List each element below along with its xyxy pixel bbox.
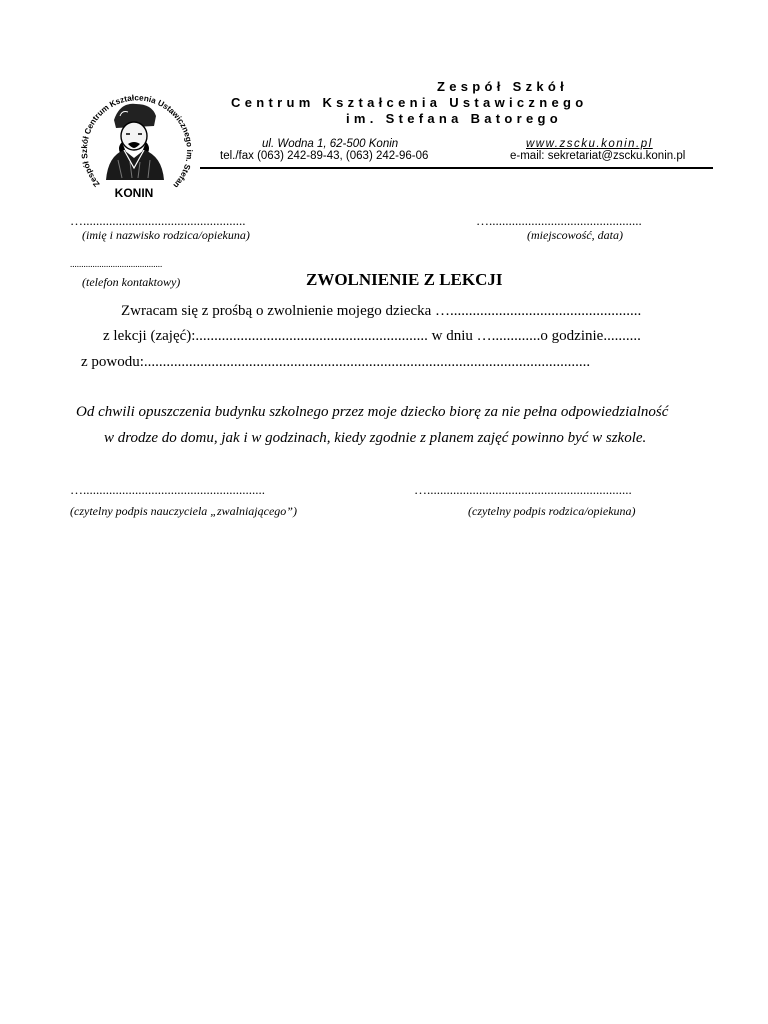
teacher-signature-field[interactable]: …........................................................	[70, 482, 265, 497]
header-divider	[200, 167, 713, 169]
declaration-line-2: w drodze do domu, jak i w godzinach, kiedy zgodnie z planem zajęć powinno być w szkole.	[104, 430, 647, 446]
place-date-caption: (miejscowość, data)	[527, 228, 623, 242]
place-date-field[interactable]: …...............................................	[476, 213, 642, 228]
school-logo	[70, 82, 198, 202]
lessons-line[interactable]: z lekcji (zajęć):.............................................................. w dniu ….............o godzinie..........	[103, 328, 641, 344]
request-line[interactable]: Zwracam się z prośbą o zwolnienie mojego dziecka …...................................................	[121, 303, 642, 319]
parent-signature-field[interactable]: …...............................................................	[414, 482, 632, 497]
header-website-link[interactable]: www.zscku.konin.pl	[526, 138, 653, 150]
header-email: e-mail: sekretariat@zscku.konin.pl	[510, 150, 686, 162]
page-title: ZWOLNIENIE Z LEKCJI	[306, 270, 503, 289]
header-address: ul. Wodna 1, 62-500 Konin	[262, 138, 399, 150]
logo-city: KONIN	[114, 186, 154, 200]
portrait-icon	[106, 104, 164, 180]
teacher-signature-caption: (czytelny podpis nauczyciela „zwalniającego”)	[70, 504, 297, 518]
logo-ring-text: Zespół Szkół Centrum Kształcenia Ustawicznego im. Stefan	[79, 93, 195, 190]
declaration-line-1: Od chwili opuszczenia budynku szkolnego przez moje dziecko biorę za nie pełna odpowiedzialność	[76, 404, 669, 420]
header-patron: im. Stefana Batorego	[346, 111, 563, 126]
phone-caption: (telefon kontaktowy)	[82, 275, 181, 289]
parent-signature-caption: (czytelny podpis rodzica/opiekuna)	[468, 504, 636, 518]
phone-field[interactable]: .........................................	[70, 259, 163, 269]
parent-name-field[interactable]: …..................................................	[70, 213, 246, 228]
header-school-name: Zespół Szkół	[437, 79, 569, 94]
parent-name-caption: (imię i nazwisko rodzica/opiekuna)	[82, 228, 250, 242]
header-phone: tel./fax (063) 242-89-43, (063) 242-96-06	[220, 150, 429, 162]
header-center-name: Centrum Kształcenia Ustawicznego	[231, 95, 588, 110]
reason-line[interactable]: z powodu:.......................................................................................................................	[81, 354, 591, 370]
